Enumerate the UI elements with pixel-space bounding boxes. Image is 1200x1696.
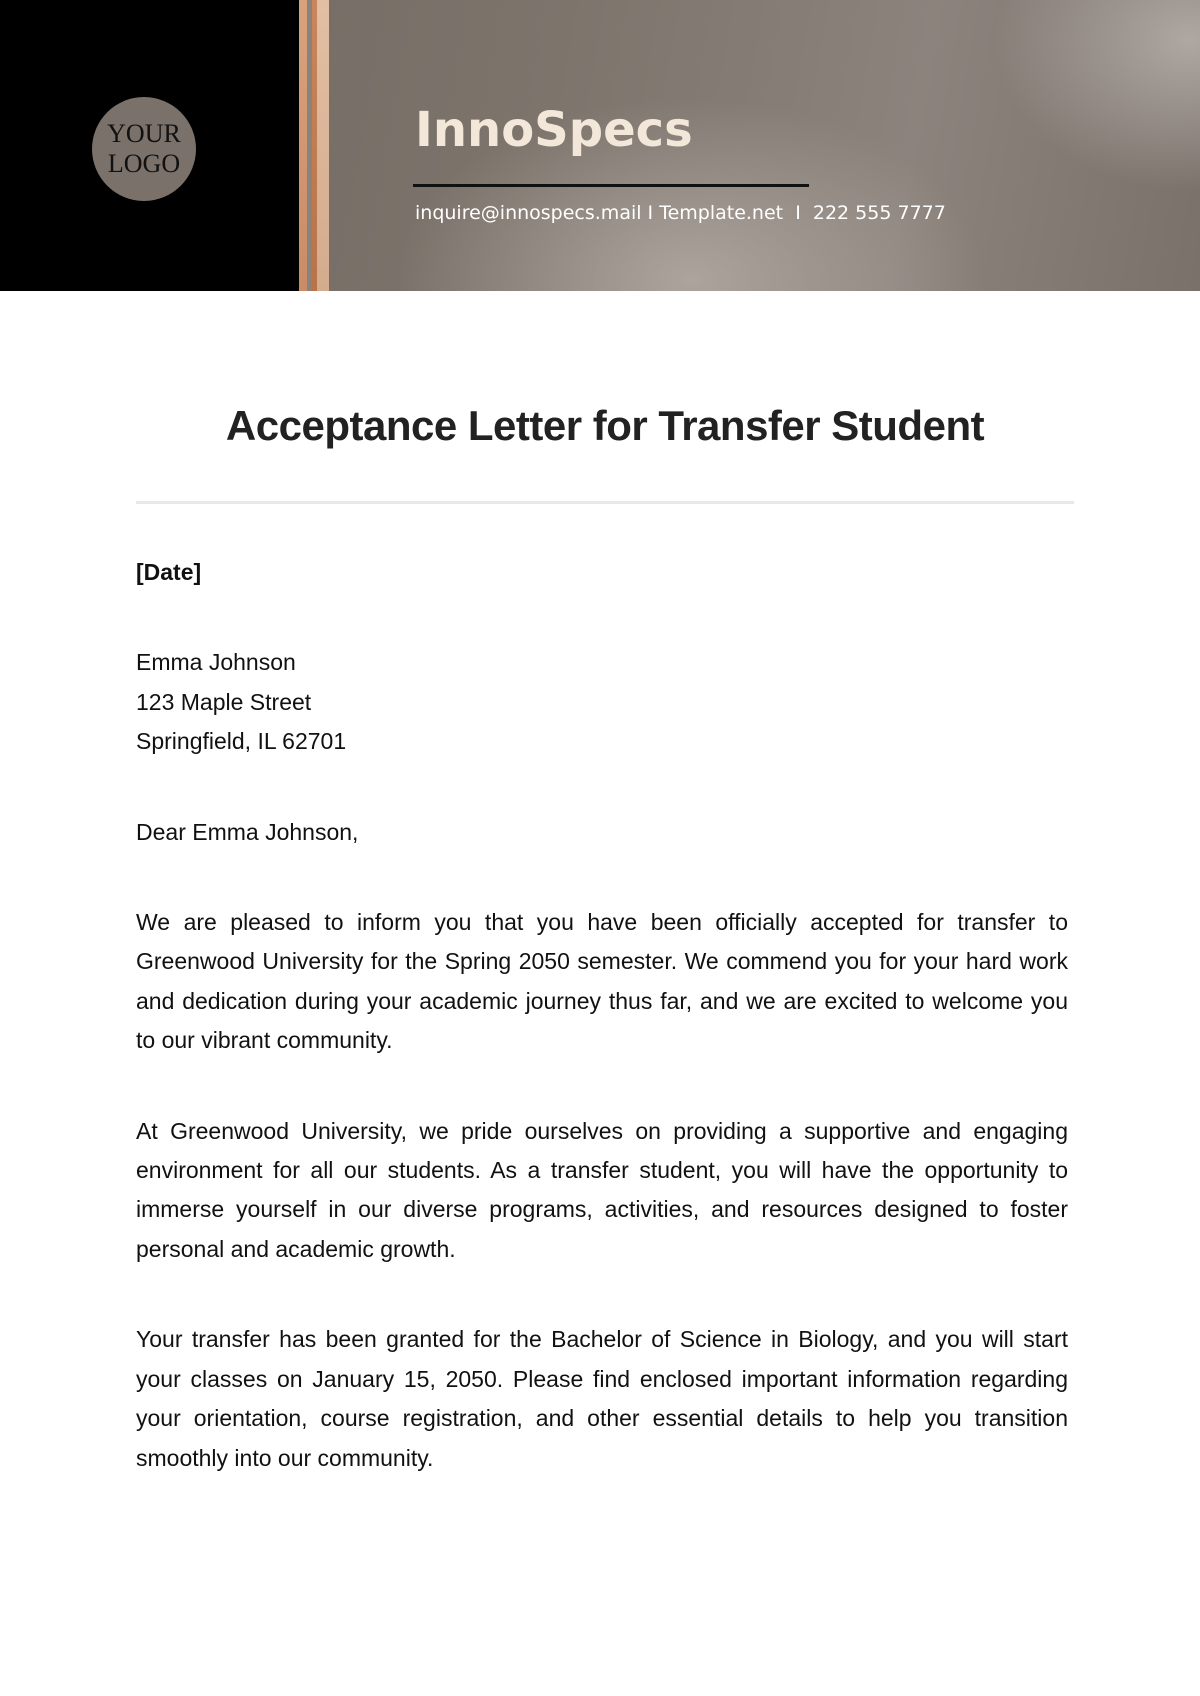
body-paragraph: We are pleased to inform you that you have been officially accepted for transfer to Greenwood University for the Spring 2050 semester. We commend you for your hard work and dedication during your academic journey thus far, and we are excited to welcome you to our vibrant community. <box>136 909 1068 1054</box>
logo-panel <box>0 0 299 291</box>
letterhead <box>0 0 1200 291</box>
accent-stripe <box>299 0 307 291</box>
recipient-city: Springfield, IL 62701 <box>136 728 347 755</box>
recipient-address <box>136 643 1068 761</box>
accent-stripe <box>317 0 329 291</box>
brand-divider <box>413 184 809 187</box>
recipient-name: Emma Johnson <box>136 649 296 676</box>
contact-line: inquire@innospecs.mail I Template.net I 222 555 7777 <box>415 202 946 224</box>
logo-text: YOUR LOGO <box>107 119 181 178</box>
letter-body <box>136 553 1068 1529</box>
logo-placeholder <box>92 97 196 201</box>
letter-title: Acceptance Letter for Transfer Student <box>225 402 985 449</box>
company-name: InnoSpecs <box>415 102 693 158</box>
body-paragraph: At Greenwood University, we pride ourselves on providing a supportive and engaging environment for all our students. As a transfer student, you will have the opportunity to immerse yourself in our diverse programs, activities, and resources designed to foster personal and academic growth. <box>136 1117 1068 1262</box>
salutation: Dear Emma Johnson, <box>136 818 359 845</box>
letter-date: [Date] <box>136 559 202 585</box>
recipient-street: 123 Maple Street <box>136 688 312 715</box>
title-divider <box>136 501 1074 504</box>
body-paragraph: Your transfer has been granted for the Bachelor of Science in Biology, and you will start your classes on January 15, 2050. Please find enclosed important information regarding your orientation, course registration, and other essential details to help you transition smoothly into our community. <box>136 1326 1068 1471</box>
